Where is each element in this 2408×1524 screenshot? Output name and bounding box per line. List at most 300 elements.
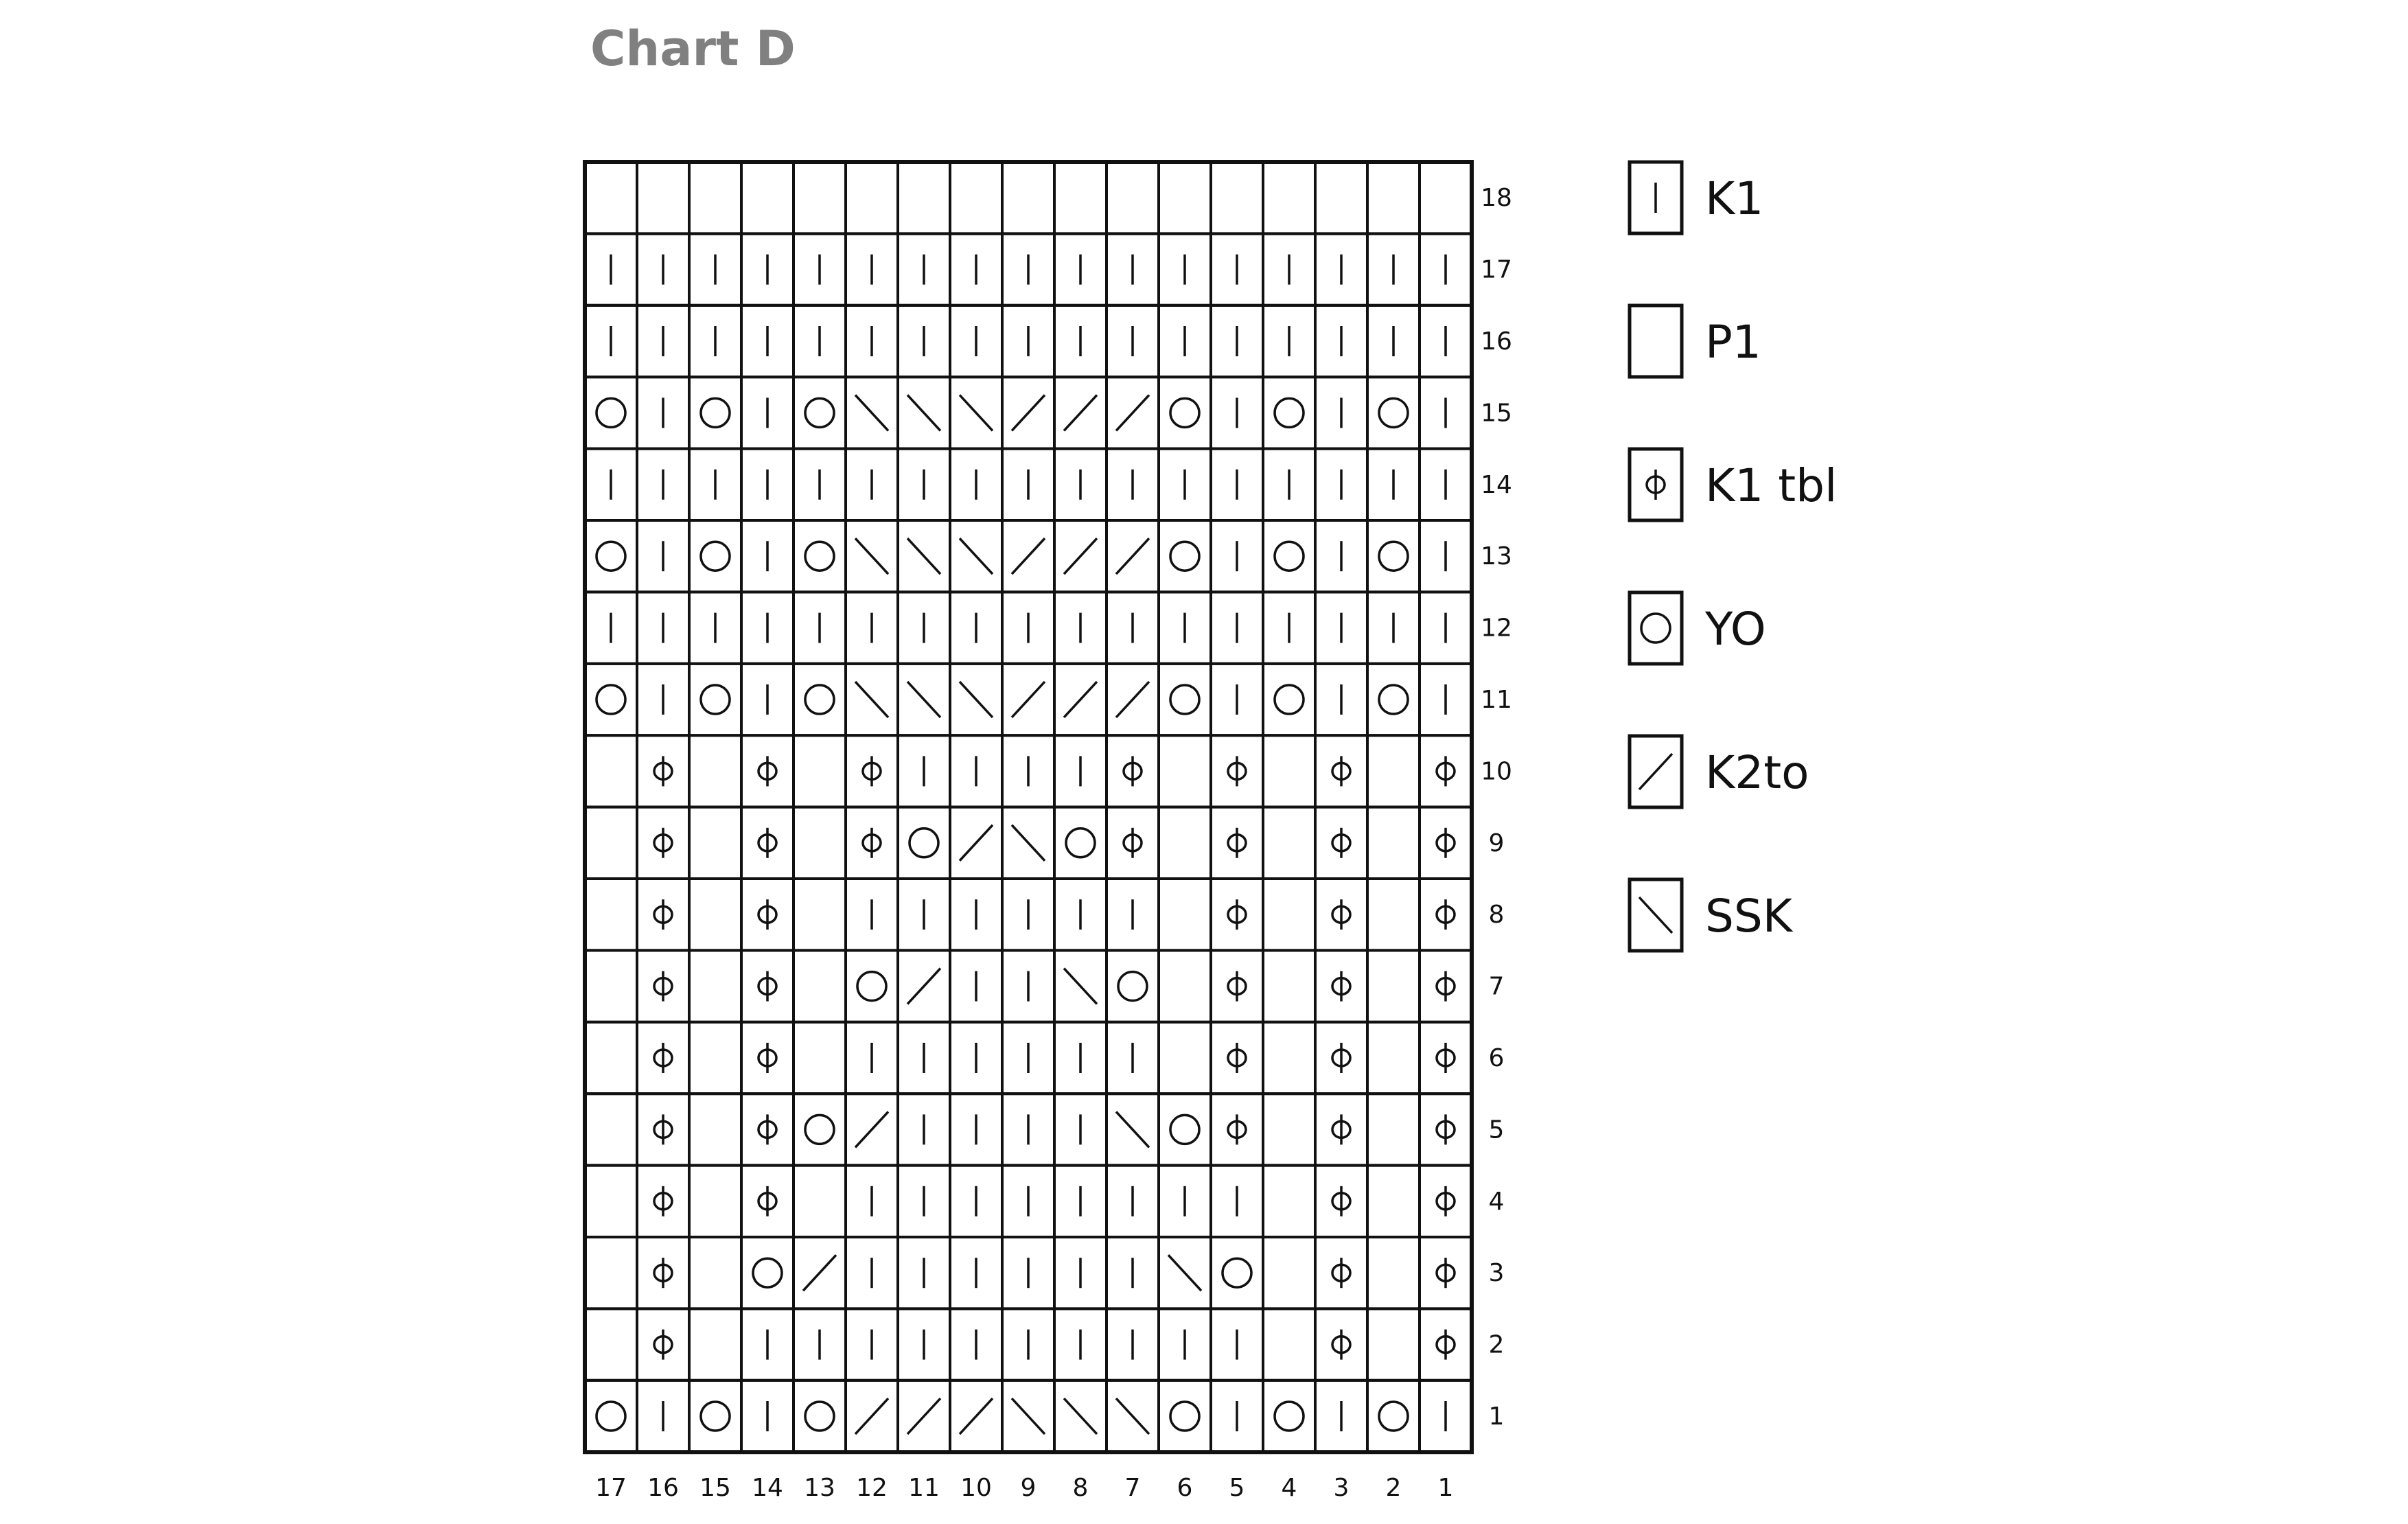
chart-cell bbox=[1263, 449, 1315, 520]
chart-cell bbox=[1263, 1308, 1315, 1380]
chart-cell bbox=[794, 1381, 846, 1452]
chart-cell bbox=[1367, 1166, 1420, 1237]
chart-cell bbox=[794, 233, 846, 305]
chart-cell bbox=[585, 1381, 637, 1452]
k1tbl-symbol bbox=[1437, 756, 1455, 786]
chart-cell bbox=[637, 1166, 689, 1237]
chart-cell bbox=[637, 1308, 689, 1380]
chart-cell bbox=[898, 162, 950, 233]
legend-swatch bbox=[1630, 305, 1682, 377]
chart-cell bbox=[1159, 1237, 1211, 1308]
chart-cell bbox=[585, 305, 637, 377]
chart-cell bbox=[1107, 1308, 1159, 1380]
k1tbl-symbol bbox=[654, 971, 672, 1002]
row-number: 6 bbox=[1488, 1044, 1505, 1072]
chart-cell bbox=[1263, 950, 1315, 1021]
chart-cell bbox=[846, 233, 898, 305]
column-number: 10 bbox=[960, 1474, 992, 1503]
k1tbl-symbol bbox=[654, 1043, 672, 1073]
chart-cell bbox=[1263, 1166, 1315, 1237]
k2to-symbol bbox=[1064, 538, 1097, 574]
chart-cell bbox=[637, 449, 689, 520]
chart-cell bbox=[1054, 1166, 1107, 1237]
chart-cell bbox=[1054, 162, 1107, 233]
chart-cell bbox=[1159, 1094, 1211, 1165]
chart-cell bbox=[794, 664, 846, 735]
chart-cell bbox=[1159, 950, 1211, 1021]
yo-symbol bbox=[597, 685, 625, 714]
chart-cell bbox=[741, 520, 794, 592]
chart-cell bbox=[794, 377, 846, 448]
yo-symbol bbox=[1379, 542, 1408, 570]
chart-cell bbox=[741, 1381, 794, 1452]
chart-cell bbox=[637, 950, 689, 1021]
yo-symbol bbox=[910, 829, 938, 857]
row-number: 7 bbox=[1488, 972, 1505, 1001]
column-number: 13 bbox=[804, 1474, 835, 1503]
chart-cell bbox=[689, 1094, 741, 1165]
row-number: 8 bbox=[1488, 901, 1505, 930]
k2to-symbol bbox=[960, 825, 993, 861]
k1tbl-symbol bbox=[1332, 756, 1350, 786]
k1tbl-symbol bbox=[1647, 470, 1665, 500]
chart-cell bbox=[1002, 950, 1054, 1021]
legend-swatch bbox=[1630, 592, 1682, 664]
chart-cell bbox=[1002, 1308, 1054, 1380]
k1tbl-symbol bbox=[1228, 756, 1246, 786]
chart-cell bbox=[1002, 879, 1054, 950]
chart-cell bbox=[1367, 305, 1420, 377]
chart-cell bbox=[1420, 1381, 1472, 1452]
chart-cell bbox=[1211, 807, 1263, 879]
chart-cell bbox=[741, 233, 794, 305]
column-number: 15 bbox=[699, 1474, 731, 1503]
chart-cell bbox=[585, 449, 637, 520]
chart-cell bbox=[741, 1094, 794, 1165]
chart-cell bbox=[1159, 162, 1211, 233]
yo-symbol bbox=[1641, 614, 1670, 643]
chart-cell bbox=[1107, 1381, 1159, 1452]
chart-cell bbox=[1367, 233, 1420, 305]
chart-cell bbox=[1315, 664, 1367, 735]
chart-cell bbox=[637, 1094, 689, 1165]
chart-cell bbox=[846, 1022, 898, 1094]
row-number: 11 bbox=[1481, 686, 1512, 714]
chart-cell bbox=[950, 1308, 1002, 1380]
chart-cell bbox=[1367, 735, 1420, 807]
chart-cell bbox=[950, 233, 1002, 305]
chart-cell bbox=[689, 1166, 741, 1237]
chart-cell bbox=[585, 520, 637, 592]
k2to-symbol bbox=[907, 969, 940, 1004]
chart-cell bbox=[1420, 592, 1472, 663]
chart-cell bbox=[1159, 449, 1211, 520]
chart-cell bbox=[689, 162, 741, 233]
row-number: 5 bbox=[1488, 1116, 1505, 1144]
ssk-symbol bbox=[1116, 1398, 1149, 1434]
chart-cell bbox=[898, 735, 950, 807]
k1tbl-symbol bbox=[1437, 971, 1455, 1002]
chart-cell bbox=[1054, 449, 1107, 520]
chart-cell bbox=[585, 162, 637, 233]
chart-cell bbox=[1211, 879, 1263, 950]
chart-cell bbox=[1367, 1237, 1420, 1308]
chart-cell bbox=[585, 879, 637, 950]
chart-cell bbox=[1211, 305, 1263, 377]
chart-cell bbox=[846, 807, 898, 879]
ssk-symbol bbox=[1168, 1255, 1201, 1291]
chart-cell bbox=[1420, 520, 1472, 592]
k1tbl-symbol bbox=[1437, 1330, 1455, 1360]
chart-cell bbox=[1159, 1381, 1211, 1452]
chart-cell bbox=[1367, 520, 1420, 592]
row-number-labels bbox=[1481, 184, 1512, 1431]
chart-cell bbox=[898, 950, 950, 1021]
chart-cell bbox=[950, 879, 1002, 950]
k1tbl-symbol bbox=[1124, 828, 1142, 858]
chart-cell bbox=[1159, 233, 1211, 305]
chart-cell bbox=[585, 950, 637, 1021]
chart-cell bbox=[950, 305, 1002, 377]
k2to-symbol bbox=[1064, 395, 1097, 430]
chart-cell bbox=[689, 950, 741, 1021]
chart-cell bbox=[950, 592, 1002, 663]
chart-cell bbox=[1263, 735, 1315, 807]
k2to-symbol bbox=[1012, 682, 1045, 717]
yo-symbol bbox=[597, 398, 625, 427]
chart-cell bbox=[1315, 879, 1367, 950]
chart-cell bbox=[1263, 377, 1315, 448]
chart-cell bbox=[1263, 664, 1315, 735]
ssk-symbol bbox=[1012, 1398, 1045, 1434]
legend-label: K2to bbox=[1705, 746, 1809, 799]
chart-cell bbox=[1367, 950, 1420, 1021]
chart-cell bbox=[1315, 592, 1367, 663]
chart-cell bbox=[637, 233, 689, 305]
chart-cell bbox=[1002, 377, 1054, 448]
k1tbl-symbol bbox=[654, 1330, 672, 1360]
chart-cell bbox=[1107, 592, 1159, 663]
chart-cell bbox=[898, 305, 950, 377]
chart-cell bbox=[637, 1022, 689, 1094]
chart-cell bbox=[741, 1022, 794, 1094]
chart-cell bbox=[741, 1237, 794, 1308]
chart-cell bbox=[1159, 592, 1211, 663]
chart-cell bbox=[1159, 305, 1211, 377]
chart-cell bbox=[1159, 1166, 1211, 1237]
chart-cell bbox=[637, 162, 689, 233]
chart-cell bbox=[846, 592, 898, 663]
ssk-symbol bbox=[855, 682, 888, 717]
column-number: 4 bbox=[1281, 1474, 1297, 1503]
chart-cell bbox=[1054, 520, 1107, 592]
chart-cell bbox=[846, 305, 898, 377]
legend-label: K1 tbl bbox=[1705, 459, 1838, 512]
yo-symbol bbox=[805, 542, 834, 570]
k1tbl-symbol bbox=[1437, 1258, 1455, 1288]
chart-cell bbox=[950, 807, 1002, 879]
chart-cell bbox=[1054, 735, 1107, 807]
chart-cell bbox=[794, 592, 846, 663]
k1tbl-symbol bbox=[1437, 1114, 1455, 1144]
chart-cell bbox=[637, 520, 689, 592]
yo-symbol bbox=[701, 1402, 730, 1431]
chart-cell bbox=[1159, 1308, 1211, 1380]
chart-cell bbox=[898, 520, 950, 592]
chart-cell bbox=[1002, 807, 1054, 879]
column-number: 17 bbox=[595, 1474, 627, 1503]
chart-cell bbox=[1054, 879, 1107, 950]
chart-cell bbox=[1211, 1166, 1263, 1237]
yo-symbol bbox=[1170, 398, 1199, 427]
chart-cell bbox=[1420, 1237, 1472, 1308]
chart-cell bbox=[1211, 1381, 1263, 1452]
k1tbl-symbol bbox=[1437, 1043, 1455, 1073]
chart-cell bbox=[1054, 1094, 1107, 1165]
column-number: 9 bbox=[1020, 1474, 1037, 1503]
chart-cell bbox=[1263, 1237, 1315, 1308]
chart-cell bbox=[585, 1237, 637, 1308]
chart-cell bbox=[846, 377, 898, 448]
chart-cell bbox=[794, 950, 846, 1021]
chart-cell bbox=[1420, 1308, 1472, 1380]
chart-cell bbox=[585, 1022, 637, 1094]
chart-cell bbox=[898, 1308, 950, 1380]
legend-label: P1 bbox=[1705, 316, 1761, 369]
chart-cell bbox=[741, 162, 794, 233]
k1tbl-symbol bbox=[863, 828, 881, 858]
chart-cell bbox=[794, 1094, 846, 1165]
k1tbl-symbol bbox=[759, 971, 776, 1002]
chart-cell bbox=[898, 807, 950, 879]
chart-cell bbox=[1211, 449, 1263, 520]
yo-symbol bbox=[805, 398, 834, 427]
k1tbl-symbol bbox=[1332, 1258, 1350, 1288]
chart-cell bbox=[846, 664, 898, 735]
chart-cell bbox=[846, 1094, 898, 1165]
chart-cell bbox=[1054, 233, 1107, 305]
chart-title: Chart D bbox=[590, 21, 796, 77]
yo-symbol bbox=[1275, 398, 1304, 427]
k2to-symbol bbox=[1012, 395, 1045, 430]
legend-label: YO bbox=[1705, 603, 1766, 656]
chart-cell bbox=[637, 1381, 689, 1452]
chart-cell bbox=[898, 1022, 950, 1094]
yo-symbol bbox=[1066, 829, 1095, 857]
k2to-symbol bbox=[1012, 538, 1045, 574]
chart-cell bbox=[1420, 162, 1472, 233]
chart-cell bbox=[1054, 1237, 1107, 1308]
chart-cell bbox=[689, 1022, 741, 1094]
yo-symbol bbox=[701, 542, 730, 570]
chart-cell bbox=[1263, 520, 1315, 592]
chart-cell bbox=[898, 1381, 950, 1452]
chart-cell bbox=[1211, 735, 1263, 807]
chart-cell bbox=[637, 879, 689, 950]
legend-item bbox=[1630, 879, 1794, 951]
chart-cell bbox=[1420, 305, 1472, 377]
column-number: 7 bbox=[1124, 1474, 1141, 1503]
chart-cell bbox=[637, 305, 689, 377]
chart-cell bbox=[637, 592, 689, 663]
chart-cell bbox=[1367, 664, 1420, 735]
chart-cell bbox=[898, 377, 950, 448]
ssk-symbol bbox=[855, 538, 888, 574]
yo-symbol bbox=[1170, 685, 1199, 714]
chart-cell bbox=[1315, 1094, 1367, 1165]
chart-cell bbox=[1107, 1166, 1159, 1237]
k2to-symbol bbox=[803, 1255, 836, 1291]
k1tbl-symbol bbox=[654, 1114, 672, 1144]
chart-cell bbox=[950, 950, 1002, 1021]
ssk-symbol bbox=[1064, 1398, 1097, 1434]
chart-cell bbox=[689, 807, 741, 879]
chart-cell bbox=[1107, 1022, 1159, 1094]
chart-cell bbox=[794, 305, 846, 377]
chart-cell bbox=[1107, 879, 1159, 950]
legend-item bbox=[1630, 162, 1763, 233]
yo-symbol bbox=[805, 1115, 834, 1144]
chart-cell bbox=[794, 162, 846, 233]
chart-cell bbox=[1367, 449, 1420, 520]
chart-cell bbox=[1315, 1022, 1367, 1094]
k1tbl-symbol bbox=[654, 756, 672, 786]
k2to-symbol bbox=[855, 1398, 888, 1434]
chart-cell bbox=[794, 1022, 846, 1094]
chart-cell bbox=[1315, 807, 1367, 879]
ssk-symbol bbox=[1064, 969, 1097, 1004]
chart-cell bbox=[637, 807, 689, 879]
chart-cell bbox=[1002, 162, 1054, 233]
chart-cell bbox=[1420, 233, 1472, 305]
ssk-symbol bbox=[960, 395, 993, 430]
chart-cell bbox=[585, 1094, 637, 1165]
chart-cell bbox=[1211, 233, 1263, 305]
chart-cell bbox=[898, 449, 950, 520]
chart-cell bbox=[950, 1237, 1002, 1308]
column-number: 14 bbox=[752, 1474, 783, 1503]
yo-symbol bbox=[701, 685, 730, 714]
chart-cell bbox=[950, 664, 1002, 735]
chart-cell bbox=[1315, 1166, 1367, 1237]
chart-cell bbox=[1107, 162, 1159, 233]
column-number-labels bbox=[595, 1474, 1453, 1502]
yo-symbol bbox=[701, 398, 730, 427]
chart-cell bbox=[741, 1308, 794, 1380]
k1tbl-symbol bbox=[759, 1114, 776, 1144]
row-number: 13 bbox=[1481, 542, 1512, 571]
chart-cell bbox=[1107, 233, 1159, 305]
chart-cell bbox=[1054, 1308, 1107, 1380]
chart-cell bbox=[1211, 1237, 1263, 1308]
chart-cell bbox=[898, 1094, 950, 1165]
chart-cell bbox=[1002, 1166, 1054, 1237]
chart-cell bbox=[1420, 1022, 1472, 1094]
ssk-symbol bbox=[1012, 825, 1045, 861]
chart-cell bbox=[1263, 879, 1315, 950]
chart-cell bbox=[1263, 305, 1315, 377]
chart-cell bbox=[1054, 807, 1107, 879]
chart-cell bbox=[1315, 449, 1367, 520]
chart-cell bbox=[1159, 1022, 1211, 1094]
chart-cell bbox=[689, 1308, 741, 1380]
k1tbl-symbol bbox=[1228, 828, 1246, 858]
chart-cell bbox=[1107, 1094, 1159, 1165]
chart-cell bbox=[1367, 162, 1420, 233]
chart-cell bbox=[1107, 807, 1159, 879]
chart-cell bbox=[1054, 1022, 1107, 1094]
chart-cell bbox=[1107, 1237, 1159, 1308]
ssk-symbol bbox=[907, 395, 940, 430]
chart-cell bbox=[741, 879, 794, 950]
chart-cell bbox=[1211, 1094, 1263, 1165]
chart-cell bbox=[741, 1166, 794, 1237]
yo-symbol bbox=[1275, 542, 1304, 570]
chart-cell bbox=[1002, 305, 1054, 377]
chart-cell bbox=[1315, 1308, 1367, 1380]
chart-cell bbox=[794, 735, 846, 807]
column-number: 1 bbox=[1437, 1474, 1454, 1503]
k1tbl-symbol bbox=[1228, 971, 1246, 1002]
chart-cell bbox=[846, 520, 898, 592]
chart-cell bbox=[637, 664, 689, 735]
yo-symbol bbox=[1275, 685, 1304, 714]
chart-cell bbox=[741, 449, 794, 520]
chart-cell bbox=[689, 1381, 741, 1452]
yo-symbol bbox=[1379, 1402, 1408, 1431]
k2to-symbol bbox=[855, 1111, 888, 1147]
column-number: 12 bbox=[856, 1474, 888, 1503]
k1tbl-symbol bbox=[654, 828, 672, 858]
ssk-symbol bbox=[1116, 1111, 1149, 1147]
legend-item bbox=[1630, 736, 1809, 807]
row-number: 14 bbox=[1481, 470, 1512, 499]
yo-symbol bbox=[597, 1402, 625, 1431]
chart-cell bbox=[741, 807, 794, 879]
k1tbl-symbol bbox=[1124, 756, 1142, 786]
legend-item bbox=[1630, 592, 1766, 664]
chart-cell bbox=[637, 1237, 689, 1308]
chart-cell bbox=[1367, 377, 1420, 448]
k1tbl-symbol bbox=[1437, 828, 1455, 858]
chart-cell bbox=[1211, 664, 1263, 735]
legend-item bbox=[1630, 449, 1837, 520]
chart-cell bbox=[1263, 233, 1315, 305]
k2to-symbol bbox=[1116, 395, 1149, 430]
chart-cell bbox=[1002, 592, 1054, 663]
chart-cell bbox=[1315, 1381, 1367, 1452]
chart-cell bbox=[1263, 1022, 1315, 1094]
column-number: 16 bbox=[647, 1474, 679, 1503]
chart-cell bbox=[794, 1237, 846, 1308]
chart-cell bbox=[950, 449, 1002, 520]
chart-cell bbox=[689, 879, 741, 950]
column-number: 2 bbox=[1385, 1474, 1402, 1503]
chart-cell bbox=[846, 879, 898, 950]
chart-cell bbox=[1420, 377, 1472, 448]
chart-cell bbox=[689, 449, 741, 520]
chart-cell bbox=[898, 664, 950, 735]
chart-cell bbox=[1367, 879, 1420, 950]
chart-cell bbox=[689, 592, 741, 663]
chart-cell bbox=[1159, 735, 1211, 807]
column-number: 6 bbox=[1177, 1474, 1193, 1503]
chart-cell bbox=[1107, 664, 1159, 735]
chart-cell bbox=[585, 592, 637, 663]
k1tbl-symbol bbox=[759, 828, 776, 858]
chart-cell bbox=[1002, 1381, 1054, 1452]
k1tbl-symbol bbox=[759, 1043, 776, 1073]
